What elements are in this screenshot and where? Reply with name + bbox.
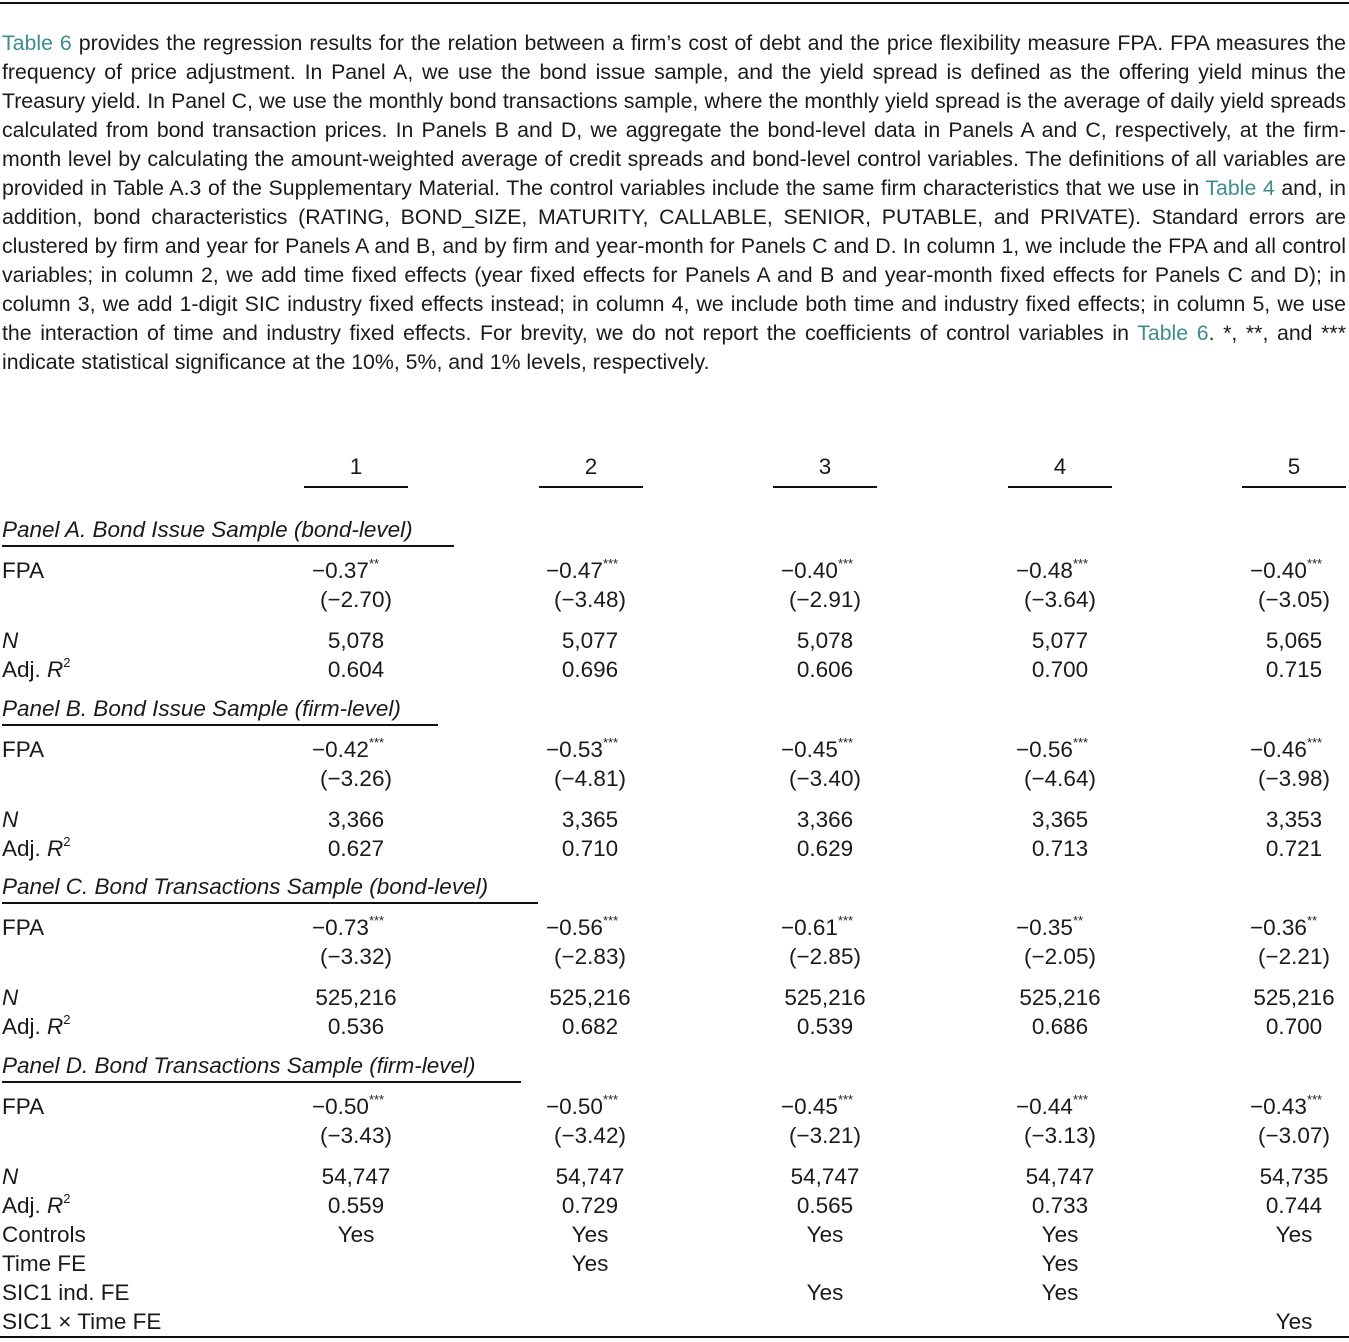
row-label-fpa: FPA bbox=[2, 915, 45, 940]
observations-cell: 5,078 bbox=[327, 628, 385, 653]
t-statistic-cell: (−3.32) bbox=[320, 944, 392, 969]
significance-stars: *** bbox=[602, 555, 619, 571]
fe-indicator-cell: Yes bbox=[1041, 1251, 1079, 1276]
adj-r2-cell: 0.715 bbox=[1265, 657, 1323, 682]
adj-r2-cell: 0.682 bbox=[561, 1014, 619, 1039]
column-header-1: 1 bbox=[304, 452, 408, 488]
panel-title: Panel A. Bond Issue Sample (bond-level) bbox=[2, 515, 454, 547]
table4-link[interactable]: Table 4 bbox=[1205, 176, 1275, 200]
adj-r2-row bbox=[0, 655, 1349, 684]
row-label-fpa: FPA bbox=[2, 737, 45, 762]
coefficient-cell bbox=[520, 913, 686, 942]
adj-r2-cell: 0.710 bbox=[561, 836, 619, 861]
adj-r2-cell: 0.539 bbox=[796, 1014, 854, 1039]
row-label-n: N bbox=[2, 807, 19, 832]
sic1-fe-row bbox=[0, 1278, 1349, 1307]
t-statistic-row bbox=[0, 764, 1349, 793]
significance-stars: *** bbox=[368, 1091, 385, 1107]
t-statistic-cell: (−3.07) bbox=[1258, 1123, 1330, 1148]
fpa-coefficient-row bbox=[0, 913, 1349, 942]
row-label-adj-r2 bbox=[2, 1012, 71, 1041]
top-rule bbox=[0, 2, 1349, 4]
adj-r2-cell: 0.744 bbox=[1265, 1193, 1323, 1218]
coefficient-value: −0.46 bbox=[1250, 737, 1307, 762]
coefficient-value: −0.47 bbox=[546, 558, 603, 583]
r-superscript: 2 bbox=[63, 654, 71, 670]
fe-indicator-cell: Yes bbox=[571, 1251, 609, 1276]
t-statistic-cell: (−2.83) bbox=[554, 944, 626, 969]
adj-r2-cell: 0.696 bbox=[561, 657, 619, 682]
t-statistic-cell: (−3.98) bbox=[1258, 766, 1330, 791]
t-statistic-cell: (−3.13) bbox=[1024, 1123, 1096, 1148]
significance-stars: *** bbox=[1306, 555, 1323, 571]
panel-title: Panel C. Bond Transactions Sample (bond-level) bbox=[2, 872, 538, 904]
t-statistic-cell: (−3.42) bbox=[554, 1123, 626, 1148]
fpa-coefficient-row bbox=[0, 735, 1349, 764]
adj-r2-cell: 0.713 bbox=[1031, 836, 1089, 861]
t-statistic-cell: (−2.21) bbox=[1258, 944, 1330, 969]
observations-cell: 3,353 bbox=[1265, 807, 1323, 832]
row-label-adj-r2 bbox=[2, 834, 71, 863]
row-label-n: N bbox=[2, 985, 19, 1010]
adj-r2-row bbox=[0, 1012, 1349, 1041]
panel-title: Panel B. Bond Issue Sample (firm-level) bbox=[2, 694, 438, 726]
adj-prefix: Adj. bbox=[2, 836, 48, 861]
bottom-rule bbox=[0, 1336, 1349, 1338]
row-label-adj-r2 bbox=[2, 1191, 71, 1220]
row-label-sic1-fe: SIC1 ind. FE bbox=[2, 1280, 130, 1305]
observations-cell: 54,747 bbox=[555, 1164, 625, 1189]
adj-r2-cell: 0.604 bbox=[327, 657, 385, 682]
observations-row bbox=[0, 805, 1349, 834]
adj-r2-cell: 0.536 bbox=[327, 1014, 385, 1039]
t-statistic-cell: (−3.48) bbox=[554, 587, 626, 612]
coefficient-value: −0.37 bbox=[312, 558, 369, 583]
coefficient-value: −0.40 bbox=[781, 558, 838, 583]
observations-cell: 5,078 bbox=[796, 628, 854, 653]
r-superscript: 2 bbox=[63, 833, 71, 849]
coefficient-cell bbox=[755, 556, 921, 585]
t-statistic-row bbox=[0, 1121, 1349, 1150]
observations-cell: 54,747 bbox=[790, 1164, 860, 1189]
coefficient-cell bbox=[755, 913, 921, 942]
adj-r2-cell: 0.559 bbox=[327, 1193, 385, 1218]
r-superscript: 2 bbox=[63, 1190, 71, 1206]
column-header-4: 4 bbox=[1008, 452, 1112, 488]
significance-stars: *** bbox=[837, 734, 854, 750]
fe-indicator-cell: Yes bbox=[571, 1222, 609, 1247]
adj-prefix: Adj. bbox=[2, 1014, 48, 1039]
significance-stars: ** bbox=[1072, 912, 1084, 928]
observations-cell: 3,365 bbox=[561, 807, 619, 832]
r-symbol: R bbox=[47, 1193, 64, 1218]
fpa-coefficient-row bbox=[0, 1092, 1349, 1121]
table-caption bbox=[2, 29, 1346, 377]
significance-stars: *** bbox=[368, 912, 385, 928]
significance-stars: ** bbox=[1306, 912, 1318, 928]
row-label-fpa: FPA bbox=[2, 1094, 45, 1119]
adj-r2-cell: 0.721 bbox=[1265, 836, 1323, 861]
coefficient-cell bbox=[520, 1092, 686, 1121]
coefficient-cell bbox=[520, 556, 686, 585]
coefficient-cell bbox=[1224, 735, 1349, 764]
caption-text-3: . *, **, and *** indicate statistical significance at the 10%, 5%, and 1% levels, respectively. bbox=[2, 321, 1346, 374]
coefficient-cell bbox=[1224, 556, 1349, 585]
adj-prefix: Adj. bbox=[2, 1193, 48, 1218]
observations-cell: 54,747 bbox=[1025, 1164, 1095, 1189]
t-statistic-cell: (−3.64) bbox=[1024, 587, 1096, 612]
observations-cell: 5,077 bbox=[1031, 628, 1089, 653]
coefficient-value: −0.36 bbox=[1250, 915, 1307, 940]
coefficient-cell bbox=[1224, 1092, 1349, 1121]
coefficient-value: −0.45 bbox=[781, 1094, 838, 1119]
significance-stars: *** bbox=[602, 734, 619, 750]
adj-r2-cell: 0.733 bbox=[1031, 1193, 1089, 1218]
time-fe-row bbox=[0, 1249, 1349, 1278]
observations-cell: 54,747 bbox=[321, 1164, 391, 1189]
coefficient-value: −0.45 bbox=[781, 737, 838, 762]
coefficient-cell bbox=[990, 735, 1156, 764]
t-statistic-cell: (−2.70) bbox=[320, 587, 392, 612]
sic1-time-fe-row bbox=[0, 1307, 1349, 1336]
observations-cell: 3,366 bbox=[327, 807, 385, 832]
adj-r2-cell: 0.606 bbox=[796, 657, 854, 682]
significance-stars: *** bbox=[837, 1091, 854, 1107]
coefficient-cell bbox=[1224, 913, 1349, 942]
coefficient-cell bbox=[990, 1092, 1156, 1121]
coefficient-value: −0.48 bbox=[1016, 558, 1073, 583]
column-header-5: 5 bbox=[1242, 452, 1346, 488]
coefficient-value: −0.61 bbox=[781, 915, 838, 940]
significance-stars: *** bbox=[1072, 555, 1089, 571]
t-statistic-cell: (−3.05) bbox=[1258, 587, 1330, 612]
adj-r2-cell: 0.629 bbox=[796, 836, 854, 861]
adj-r2-cell: 0.700 bbox=[1031, 657, 1089, 682]
r-symbol: R bbox=[47, 1014, 64, 1039]
coefficient-value: −0.40 bbox=[1250, 558, 1307, 583]
observations-cell: 3,366 bbox=[796, 807, 854, 832]
row-label-controls: Controls bbox=[2, 1222, 86, 1247]
observations-row bbox=[0, 983, 1349, 1012]
coefficient-value: −0.56 bbox=[1016, 737, 1073, 762]
adj-r2-cell: 0.700 bbox=[1265, 1014, 1323, 1039]
t-statistic-cell: (−2.85) bbox=[789, 944, 861, 969]
adj-r2-row bbox=[0, 834, 1349, 863]
t-statistic-cell: (−3.43) bbox=[320, 1123, 392, 1148]
r-superscript: 2 bbox=[63, 1011, 71, 1027]
observations-cell: 525,216 bbox=[784, 985, 866, 1010]
observations-row bbox=[0, 1162, 1349, 1191]
t-statistic-row bbox=[0, 942, 1349, 971]
coefficient-cell bbox=[755, 1092, 921, 1121]
fe-indicator-cell: Yes bbox=[1275, 1222, 1313, 1247]
observations-cell: 525,216 bbox=[315, 985, 397, 1010]
controls-row bbox=[0, 1220, 1349, 1249]
panel-title: Panel D. Bond Transactions Sample (firm-level) bbox=[2, 1051, 521, 1083]
r-symbol: R bbox=[47, 657, 64, 682]
adj-r2-cell: 0.627 bbox=[327, 836, 385, 861]
coefficient-cell bbox=[286, 1092, 452, 1121]
t-statistic-row bbox=[0, 585, 1349, 614]
table6-link[interactable]: Table 6 bbox=[1137, 321, 1209, 345]
row-label-fpa: FPA bbox=[2, 558, 45, 583]
observations-cell: 5,077 bbox=[561, 628, 619, 653]
coefficient-cell bbox=[990, 556, 1156, 585]
observations-cell: 3,365 bbox=[1031, 807, 1089, 832]
coefficient-cell bbox=[755, 735, 921, 764]
column-header-3: 3 bbox=[773, 452, 877, 488]
significance-stars: *** bbox=[1306, 734, 1323, 750]
significance-stars: *** bbox=[1072, 734, 1089, 750]
t-statistic-cell: (−4.64) bbox=[1024, 766, 1096, 791]
significance-stars: *** bbox=[1306, 1091, 1323, 1107]
adj-prefix: Adj. bbox=[2, 657, 48, 682]
coefficient-value: −0.35 bbox=[1016, 915, 1073, 940]
coefficient-cell bbox=[520, 735, 686, 764]
adj-r2-cell: 0.686 bbox=[1031, 1014, 1089, 1039]
row-label-sic1-time-fe: SIC1 × Time FE bbox=[2, 1309, 162, 1334]
fe-indicator-cell: Yes bbox=[337, 1222, 375, 1247]
coefficient-value: −0.43 bbox=[1250, 1094, 1307, 1119]
caption-text-2: and, in addition, bond characteristics (RATING, BOND_SIZE, MATURITY, CALLABLE, SENIOR, PUTABLE, and PRIVATE). Standard errors are clustered by firm and year for Panels A and B, and by firm and year-month for Panels C and D. In column 1, we include the FPA and all control variables; in column 2, we add time fixed effects (year fixed effects for Panels A and B and year-month fixed effects for Panels C and D); in column 3, we add 1-digit SIC industry fixed effects instead; in column 4, we include both time and industry fixed effects; in column 5, we use the interaction of time and industry fixed effects. For brevity, we do not report the coefficients of control variables in bbox=[2, 176, 1346, 345]
coefficient-value: −0.50 bbox=[546, 1094, 603, 1119]
t-statistic-cell: (−4.81) bbox=[554, 766, 626, 791]
row-label-adj-r2 bbox=[2, 655, 71, 684]
fe-indicator-cell: Yes bbox=[806, 1222, 844, 1247]
significance-stars: *** bbox=[837, 912, 854, 928]
adj-r2-cell: 0.565 bbox=[796, 1193, 854, 1218]
t-statistic-cell: (−2.91) bbox=[789, 587, 861, 612]
adj-r2-cell: 0.729 bbox=[561, 1193, 619, 1218]
t-statistic-cell: (−3.21) bbox=[789, 1123, 861, 1148]
significance-stars: *** bbox=[368, 734, 385, 750]
coefficient-value: −0.56 bbox=[546, 915, 603, 940]
fpa-coefficient-row bbox=[0, 556, 1349, 585]
coefficient-value: −0.50 bbox=[312, 1094, 369, 1119]
row-label-time-fe: Time FE bbox=[2, 1251, 87, 1276]
row-label-n: N bbox=[2, 1164, 19, 1189]
coefficient-cell bbox=[286, 556, 452, 585]
fe-indicator-cell: Yes bbox=[1041, 1222, 1079, 1247]
fe-indicator-cell: Yes bbox=[1275, 1309, 1313, 1334]
coefficient-value: −0.44 bbox=[1016, 1094, 1073, 1119]
observations-row bbox=[0, 626, 1349, 655]
fe-indicator-cell: Yes bbox=[1041, 1280, 1079, 1305]
coefficient-value: −0.42 bbox=[312, 737, 369, 762]
observations-cell: 5,065 bbox=[1265, 628, 1323, 653]
fe-indicator-cell: Yes bbox=[806, 1280, 844, 1305]
coefficient-cell bbox=[990, 913, 1156, 942]
significance-stars: *** bbox=[602, 912, 619, 928]
t-statistic-cell: (−2.05) bbox=[1024, 944, 1096, 969]
coefficient-cell bbox=[286, 913, 452, 942]
observations-cell: 54,735 bbox=[1259, 1164, 1329, 1189]
coefficient-value: −0.53 bbox=[546, 737, 603, 762]
significance-stars: ** bbox=[368, 555, 380, 571]
observations-cell: 525,216 bbox=[1019, 985, 1101, 1010]
observations-cell: 525,216 bbox=[1253, 985, 1335, 1010]
row-label-n: N bbox=[2, 628, 19, 653]
table6-link[interactable]: Table 6 bbox=[2, 31, 72, 55]
caption-text-1: provides the regression results for the relation between a firm’s cost of debt and the price flexibility measure FPA. FPA measures the frequency of price adjustment. In Panel A, we use the bond issue sample, and the yield spread is defined as the offering yield minus the Treasury yield. In Panel C, we use the monthly bond transactions sample, where the monthly yield spread is the average of daily yield spreads calculated from bond transaction prices. In Panels B and D, we aggregate the bond-level data in Panels A and C, respectively, at the firm-month level by calculating the amount-weighted average of credit spreads and bond-level control variables. The definitions of all variables are provided in Table A.3 of the Supplementary Material. The control variables include the same firm characteristics that we use in bbox=[2, 31, 1346, 200]
significance-stars: *** bbox=[837, 555, 854, 571]
adj-r2-row bbox=[0, 1191, 1349, 1220]
observations-cell: 525,216 bbox=[549, 985, 631, 1010]
coefficient-value: −0.73 bbox=[312, 915, 369, 940]
t-statistic-cell: (−3.40) bbox=[789, 766, 861, 791]
t-statistic-cell: (−3.26) bbox=[320, 766, 392, 791]
column-header-2: 2 bbox=[539, 452, 643, 488]
significance-stars: *** bbox=[602, 1091, 619, 1107]
r-symbol: R bbox=[47, 836, 64, 861]
coefficient-cell bbox=[286, 735, 452, 764]
significance-stars: *** bbox=[1072, 1091, 1089, 1107]
